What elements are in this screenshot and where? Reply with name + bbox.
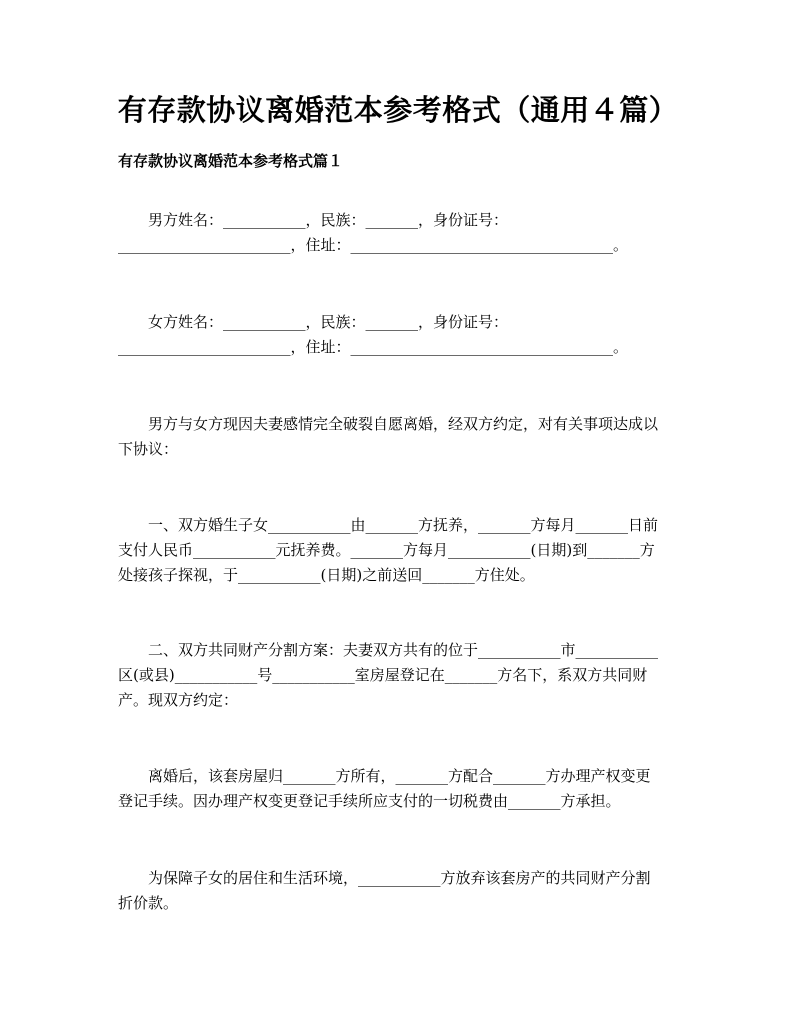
paragraph-child-custody <box>118 513 680 588</box>
paragraph-line: 女方姓名：___________，民族：_______，身份证号： <box>148 313 509 331</box>
section-heading: 有存款协议离婚范本参考格式篇１ <box>118 152 344 170</box>
paragraph-line: 区(或县)___________号___________室房屋登记在_______方名下，系双方共同财 <box>118 666 648 684</box>
paragraph-line: 为保障子女的居住和生活环境，___________方放弃该套房产的共同财产分割 <box>148 869 651 887</box>
paragraph-line: 登记手续。因办理产权变更登记手续所应支付的一切税费由_______方承担。 <box>118 792 621 810</box>
paragraph-line: 产。现双方约定： <box>118 691 239 709</box>
paragraph-line: 折价款。 <box>118 894 179 912</box>
paragraph-line: 下协议： <box>118 440 179 458</box>
paragraph-house-ownership <box>118 764 680 814</box>
paragraph-female-info <box>118 310 680 360</box>
paragraph-line: 处接孩子探视，于___________(日期)之前送回_______方住处。 <box>118 566 535 584</box>
paragraph-line: 男方与女方现因夫妻感情完全破裂自愿离婚，经双方约定，对有关事项达成以 <box>148 415 659 433</box>
document-title: 有存款协议离婚范本参考格式（通用４篇） <box>117 93 679 127</box>
paragraph-male-info <box>118 208 680 258</box>
paragraph-agreement-intro <box>118 412 680 462</box>
paragraph-line: 支付人民币___________元抚养费。_______方每月___________(日期)到_______方 <box>118 541 655 559</box>
paragraph-line: _______________________，住址：___________________________________。 <box>118 236 629 254</box>
paragraph-line: _______________________，住址：___________________________________。 <box>118 338 629 356</box>
paragraph-property-division <box>118 638 680 713</box>
paragraph-child-housing <box>118 866 680 916</box>
paragraph-line: 男方姓名：___________，民族：_______，身份证号： <box>148 211 509 229</box>
paragraph-line: 二、双方共同财产分割方案：夫妻双方共有的位于___________市___________ <box>148 641 659 659</box>
paragraph-line: 离婚后，该套房屋归_______方所有，_______方配合_______方办理产权变更 <box>148 767 651 785</box>
paragraph-line: 一、双方婚生子女___________由_______方抚养，_______方每月_______日前 <box>148 516 659 534</box>
